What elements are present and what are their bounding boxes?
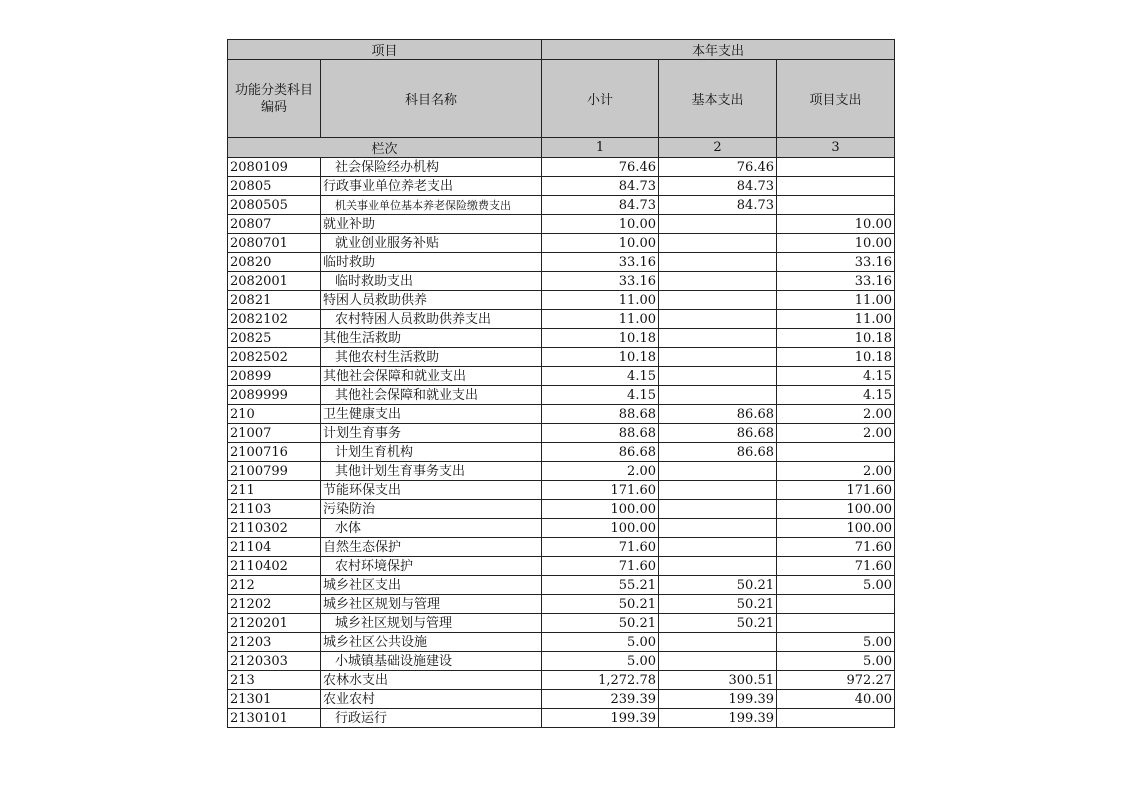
cell-project: 5.00	[777, 633, 895, 652]
table-row	[228, 614, 895, 633]
cell-name: 卫生健康支出	[321, 405, 542, 424]
cell-subtotal: 4.15	[542, 367, 659, 386]
table-row	[228, 158, 895, 177]
cell-code: 20805	[228, 177, 321, 196]
cell-subtotal: 11.00	[542, 310, 659, 329]
cell-code: 21203	[228, 633, 321, 652]
cell-project	[777, 177, 895, 196]
cell-basic	[659, 253, 777, 272]
cell-code: 2082102	[228, 310, 321, 329]
cell-basic: 50.21	[659, 595, 777, 614]
cell-basic	[659, 348, 777, 367]
cell-code: 2089999	[228, 386, 321, 405]
cell-code: 20825	[228, 329, 321, 348]
cell-subtotal: 33.16	[542, 272, 659, 291]
table-row	[228, 652, 895, 671]
cell-basic	[659, 652, 777, 671]
cell-basic	[659, 557, 777, 576]
cell-code: 212	[228, 576, 321, 595]
cell-name: 计划生育机构	[321, 443, 542, 462]
cell-project: 100.00	[777, 519, 895, 538]
cell-code: 2100799	[228, 462, 321, 481]
table-row	[228, 538, 895, 557]
cell-basic	[659, 215, 777, 234]
cell-project: 2.00	[777, 424, 895, 443]
cell-name: 计划生育事务	[321, 424, 542, 443]
cell-code: 2080701	[228, 234, 321, 253]
header-group-expense: 本年支出	[542, 40, 895, 60]
cell-basic: 84.73	[659, 177, 777, 196]
cell-basic	[659, 310, 777, 329]
header-basic: 基本支出	[659, 60, 777, 138]
table-row	[228, 519, 895, 538]
cell-subtotal: 76.46	[542, 158, 659, 177]
cell-project	[777, 158, 895, 177]
cell-name: 其他农村生活救助	[321, 348, 542, 367]
table-row	[228, 291, 895, 310]
cell-name: 临时救助支出	[321, 272, 542, 291]
table-row	[228, 367, 895, 386]
cell-project	[777, 614, 895, 633]
header-index-2: 2	[659, 138, 777, 158]
cell-basic	[659, 462, 777, 481]
cell-subtotal: 100.00	[542, 519, 659, 538]
cell-name: 农林水支出	[321, 671, 542, 690]
cell-project: 10.18	[777, 348, 895, 367]
cell-name: 城乡社区公共设施	[321, 633, 542, 652]
cell-project	[777, 709, 895, 728]
cell-basic	[659, 329, 777, 348]
header-subtotal: 小计	[542, 60, 659, 138]
table-row	[228, 196, 895, 215]
table-row	[228, 443, 895, 462]
table-row	[228, 576, 895, 595]
header-project: 项目支出	[777, 60, 895, 138]
cell-code: 20821	[228, 291, 321, 310]
cell-name: 小城镇基础设施建设	[321, 652, 542, 671]
cell-subtotal: 10.18	[542, 348, 659, 367]
table-row	[228, 272, 895, 291]
table-row	[228, 310, 895, 329]
cell-basic: 300.51	[659, 671, 777, 690]
cell-code: 2080109	[228, 158, 321, 177]
cell-name: 就业创业服务补贴	[321, 234, 542, 253]
cell-basic: 86.68	[659, 443, 777, 462]
table-row	[228, 253, 895, 272]
cell-name: 城乡社区规划与管理	[321, 614, 542, 633]
table-row	[228, 500, 895, 519]
cell-project: 2.00	[777, 462, 895, 481]
cell-basic	[659, 500, 777, 519]
cell-basic	[659, 234, 777, 253]
cell-code: 21103	[228, 500, 321, 519]
cell-project	[777, 443, 895, 462]
cell-code: 21202	[228, 595, 321, 614]
cell-subtotal: 50.21	[542, 614, 659, 633]
table-row	[228, 234, 895, 253]
cell-project: 171.60	[777, 481, 895, 500]
table-row	[228, 709, 895, 728]
header-index-3: 3	[777, 138, 895, 158]
cell-project: 4.15	[777, 386, 895, 405]
cell-project	[777, 595, 895, 614]
cell-subtotal: 55.21	[542, 576, 659, 595]
table-row	[228, 329, 895, 348]
cell-name: 社会保险经办机构	[321, 158, 542, 177]
cell-basic	[659, 291, 777, 310]
cell-name: 农业农村	[321, 690, 542, 709]
cell-subtotal: 4.15	[542, 386, 659, 405]
cell-basic: 50.21	[659, 576, 777, 595]
cell-code: 2110302	[228, 519, 321, 538]
table-body	[228, 158, 895, 728]
cell-project: 4.15	[777, 367, 895, 386]
header-row-index	[228, 138, 895, 158]
table-row	[228, 386, 895, 405]
cell-name: 其他社会保障和就业支出	[321, 386, 542, 405]
cell-subtotal: 88.68	[542, 405, 659, 424]
cell-code: 2110402	[228, 557, 321, 576]
cell-subtotal: 84.73	[542, 177, 659, 196]
cell-subtotal: 50.21	[542, 595, 659, 614]
header-row-groups	[228, 40, 895, 60]
cell-name: 农村特困人员救助供养支出	[321, 310, 542, 329]
cell-basic: 199.39	[659, 709, 777, 728]
cell-subtotal: 11.00	[542, 291, 659, 310]
table-row	[228, 462, 895, 481]
cell-basic	[659, 272, 777, 291]
cell-basic: 86.68	[659, 424, 777, 443]
cell-project: 11.00	[777, 310, 895, 329]
table-row	[228, 671, 895, 690]
cell-code: 2120303	[228, 652, 321, 671]
cell-subtotal: 10.18	[542, 329, 659, 348]
cell-subtotal: 5.00	[542, 652, 659, 671]
cell-name: 机关事业单位基本养老保险缴费支出	[321, 196, 542, 215]
header-index-label: 栏次	[228, 138, 542, 158]
table-row	[228, 595, 895, 614]
cell-subtotal: 171.60	[542, 481, 659, 500]
expenditure-table	[227, 39, 895, 728]
cell-name: 农村环境保护	[321, 557, 542, 576]
cell-name: 节能环保支出	[321, 481, 542, 500]
cell-name: 城乡社区规划与管理	[321, 595, 542, 614]
cell-code: 2082502	[228, 348, 321, 367]
cell-code: 21301	[228, 690, 321, 709]
cell-project: 10.00	[777, 234, 895, 253]
cell-project: 33.16	[777, 272, 895, 291]
cell-code: 211	[228, 481, 321, 500]
cell-name: 行政事业单位养老支出	[321, 177, 542, 196]
cell-subtotal: 84.73	[542, 196, 659, 215]
cell-subtotal: 5.00	[542, 633, 659, 652]
cell-project: 40.00	[777, 690, 895, 709]
table-row	[228, 690, 895, 709]
cell-subtotal: 199.39	[542, 709, 659, 728]
cell-subtotal: 1,272.78	[542, 671, 659, 690]
cell-code: 21007	[228, 424, 321, 443]
header-index-1: 1	[542, 138, 659, 158]
cell-subtotal: 86.68	[542, 443, 659, 462]
cell-code: 2082001	[228, 272, 321, 291]
cell-code: 21104	[228, 538, 321, 557]
cell-basic	[659, 367, 777, 386]
header-code: 功能分类科目编码	[228, 60, 321, 138]
cell-basic	[659, 633, 777, 652]
cell-code: 2130101	[228, 709, 321, 728]
cell-basic	[659, 519, 777, 538]
cell-code: 20899	[228, 367, 321, 386]
cell-project: 972.27	[777, 671, 895, 690]
cell-subtotal: 100.00	[542, 500, 659, 519]
cell-project	[777, 196, 895, 215]
cell-project: 2.00	[777, 405, 895, 424]
table-row	[228, 177, 895, 196]
cell-basic: 86.68	[659, 405, 777, 424]
cell-basic: 50.21	[659, 614, 777, 633]
cell-subtotal: 10.00	[542, 215, 659, 234]
cell-subtotal: 71.60	[542, 557, 659, 576]
cell-basic: 199.39	[659, 690, 777, 709]
cell-subtotal: 239.39	[542, 690, 659, 709]
cell-project: 100.00	[777, 500, 895, 519]
cell-name: 临时救助	[321, 253, 542, 272]
table-row	[228, 633, 895, 652]
header-name: 科目名称	[321, 60, 542, 138]
table-row	[228, 481, 895, 500]
cell-name: 行政运行	[321, 709, 542, 728]
cell-subtotal: 10.00	[542, 234, 659, 253]
cell-name: 其他计划生育事务支出	[321, 462, 542, 481]
cell-name: 水体	[321, 519, 542, 538]
cell-name: 特困人员救助供养	[321, 291, 542, 310]
cell-name: 其他社会保障和就业支出	[321, 367, 542, 386]
cell-subtotal: 2.00	[542, 462, 659, 481]
table-row	[228, 557, 895, 576]
cell-project: 5.00	[777, 652, 895, 671]
cell-code: 20820	[228, 253, 321, 272]
cell-project: 71.60	[777, 538, 895, 557]
table-row	[228, 424, 895, 443]
cell-name: 其他生活救助	[321, 329, 542, 348]
cell-project: 71.60	[777, 557, 895, 576]
cell-basic	[659, 481, 777, 500]
cell-code: 20807	[228, 215, 321, 234]
cell-code: 2100716	[228, 443, 321, 462]
cell-code: 210	[228, 405, 321, 424]
cell-project: 11.00	[777, 291, 895, 310]
cell-project: 10.18	[777, 329, 895, 348]
cell-code: 213	[228, 671, 321, 690]
cell-code: 2080505	[228, 196, 321, 215]
header-group-project: 项目	[228, 40, 542, 60]
cell-name: 污染防治	[321, 500, 542, 519]
table-row	[228, 215, 895, 234]
header-row-columns	[228, 60, 895, 138]
cell-project: 33.16	[777, 253, 895, 272]
cell-subtotal: 33.16	[542, 253, 659, 272]
table-row	[228, 405, 895, 424]
cell-project: 5.00	[777, 576, 895, 595]
cell-basic	[659, 386, 777, 405]
cell-name: 就业补助	[321, 215, 542, 234]
cell-subtotal: 88.68	[542, 424, 659, 443]
cell-name: 城乡社区支出	[321, 576, 542, 595]
cell-basic	[659, 538, 777, 557]
cell-basic: 76.46	[659, 158, 777, 177]
cell-basic: 84.73	[659, 196, 777, 215]
cell-code: 2120201	[228, 614, 321, 633]
cell-name: 自然生态保护	[321, 538, 542, 557]
cell-subtotal: 71.60	[542, 538, 659, 557]
table-row	[228, 348, 895, 367]
cell-project: 10.00	[777, 215, 895, 234]
